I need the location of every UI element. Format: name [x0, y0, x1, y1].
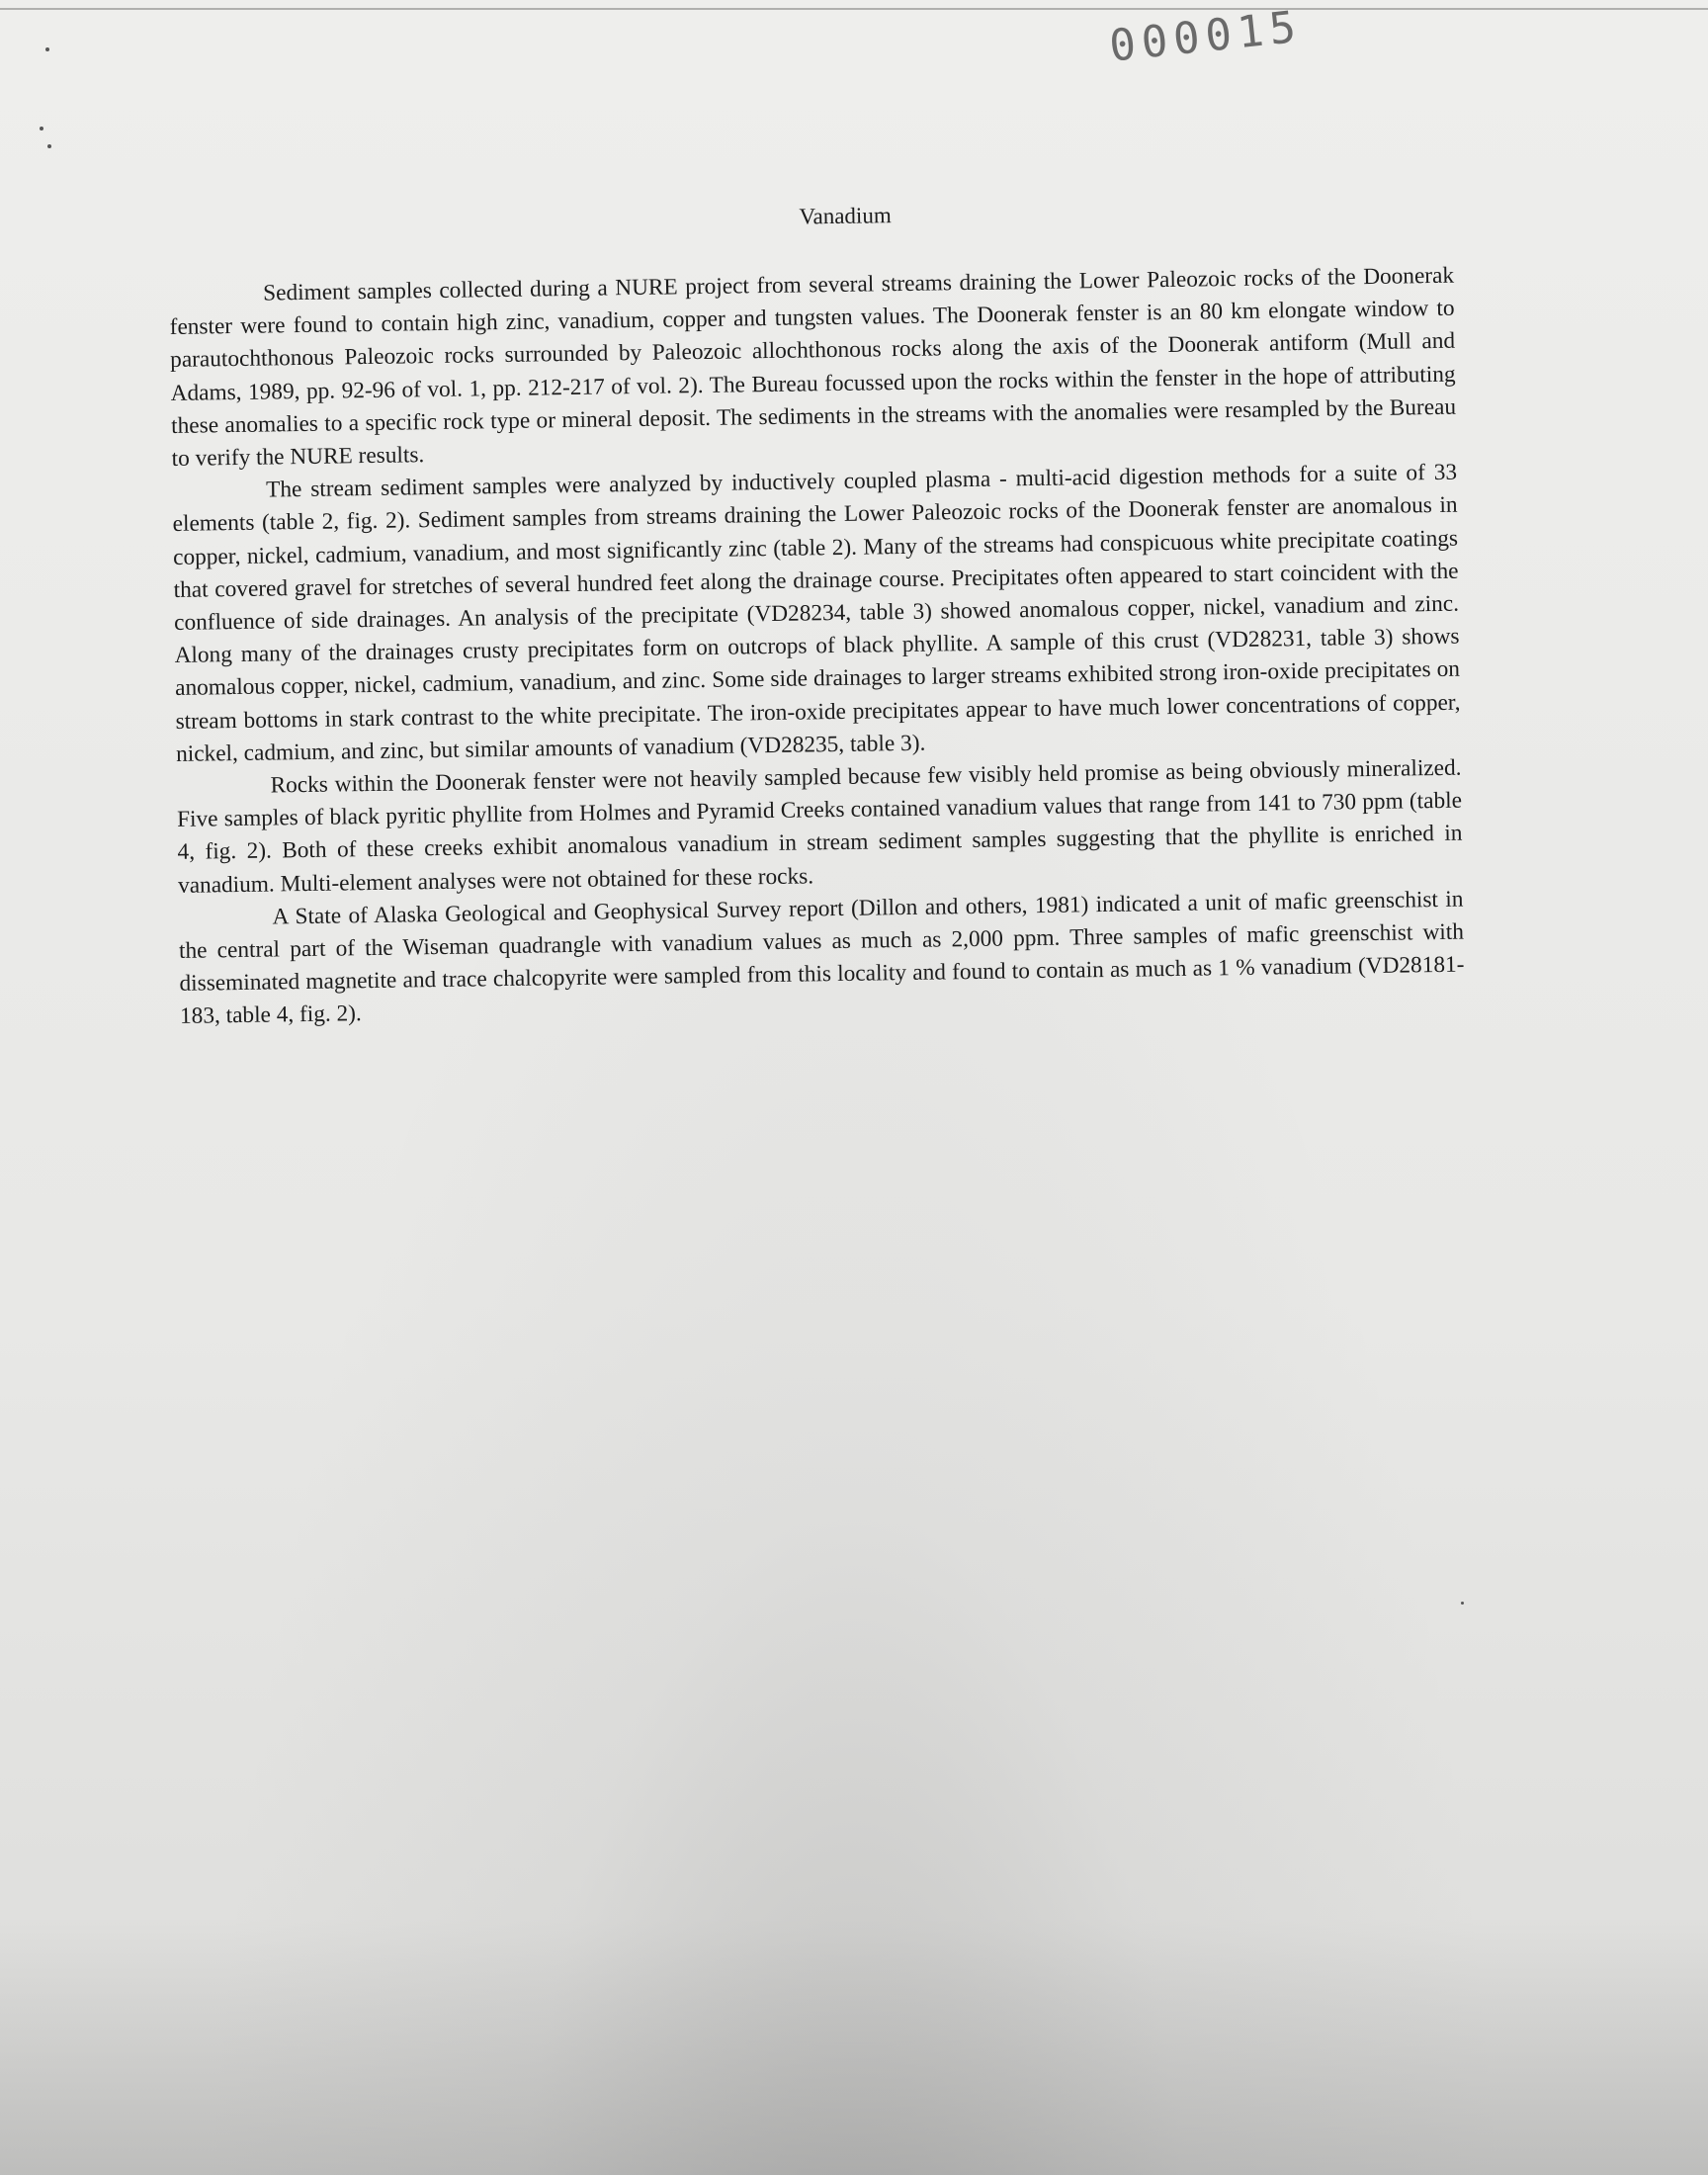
scan-speck [40, 127, 43, 130]
page-title: Vanadium [799, 203, 892, 229]
document-body [168, 195, 1465, 1034]
scan-shadow [0, 1918, 1708, 2175]
scan-speck [1461, 1602, 1464, 1605]
paragraph-3: Rocks within the Doonerak fenster were not heavily sampled because few visibly held promise as being obviously mineralized. Five samples of black pyritic phyllite from Holmes and Pyramid Creeks contained vanadium values that range from 141 to 730 ppm (table 4, fig. 2). Both of these creeks exhibit anomalous vanadium in stream sediment samples suggesting that the phyllite is enriched in vanadium. Multi-element analyses were not obtained for these rocks. [176, 754, 1463, 899]
page-number-stamp: 000015 [1107, 1, 1305, 72]
scan-speck [47, 144, 51, 148]
paragraph-2: The stream sediment samples were analyzed by inductively coupled plasma - multi-acid digestion methods for a suite of 33 elements (table 2, fig. 2). Sediment samples from streams draining the Lower Paleozoic rocks of the Doonerak fenster are anomalous in copper, nickel, cadmium, vanadium, and most significantly zinc (table 2). Many of the streams had conspicuous white precipitate coatings that covered gravel for stretches of several hundred feet along the drainage course. Precipitates often appeared to start coincident with the confluence of side drainages. An analysis of the precipitate (VD28234, table 3) showed anomalous copper, nickel, vanadium and zinc. Along many of the drainages crusty precipitates form on outcrops of black phyllite. A sample of this crust (VD28231, table 3) shows anomalous copper, nickel, cadmium, vanadium, and zinc. Some side drainages to larger streams exhibited strong iron-oxide precipitates on stream bottoms in stark contrast to the white precipitate. The iron-oxide precipitates appear to have much lower concentrations of copper, nickel, cadmium, and zinc, but similar amounts of vanadium (VD28235, table 3). [172, 459, 1461, 767]
scan-edge-line [0, 8, 1708, 10]
paragraph-4: A State of Alaska Geological and Geophysical Survey report (Dillon and others, 1981) indicated a unit of mafic greenschist in the central part of the Wiseman quadrangle with vanadium values as much as 2,000 ppm. Three samples of mafic greenschist with disseminated magnetite and trace chalcopyrite were sampled from this locality and found to contain as much as 1 % vanadium (VD28181-183, table 4, fig. 2). [178, 886, 1465, 1030]
paragraph-1: Sediment samples collected during a NURE project from several streams draining the Lower Paleozoic rocks of the Doonerak fenster were found to contain high zinc, vanadium, copper and tungsten values. The Doonerak fenster is an 80 km elongate window to parautochthonous Paleozoic rocks surrounded by Paleozoic allochthonous rocks along the axis of the Doonerak antiform (Mull and Adams, 1989, pp. 92-96 of vol. 1, pp. 212-217 of vol. 2). The Bureau focussed upon the rocks within the fenster in the hope of attributing these anomalies to a specific rock type or mineral deposit. The sediments in the streams with the anomalies were resampled by the Bureau to verify the NURE results. [169, 262, 1457, 472]
scan-speck [45, 47, 49, 51]
